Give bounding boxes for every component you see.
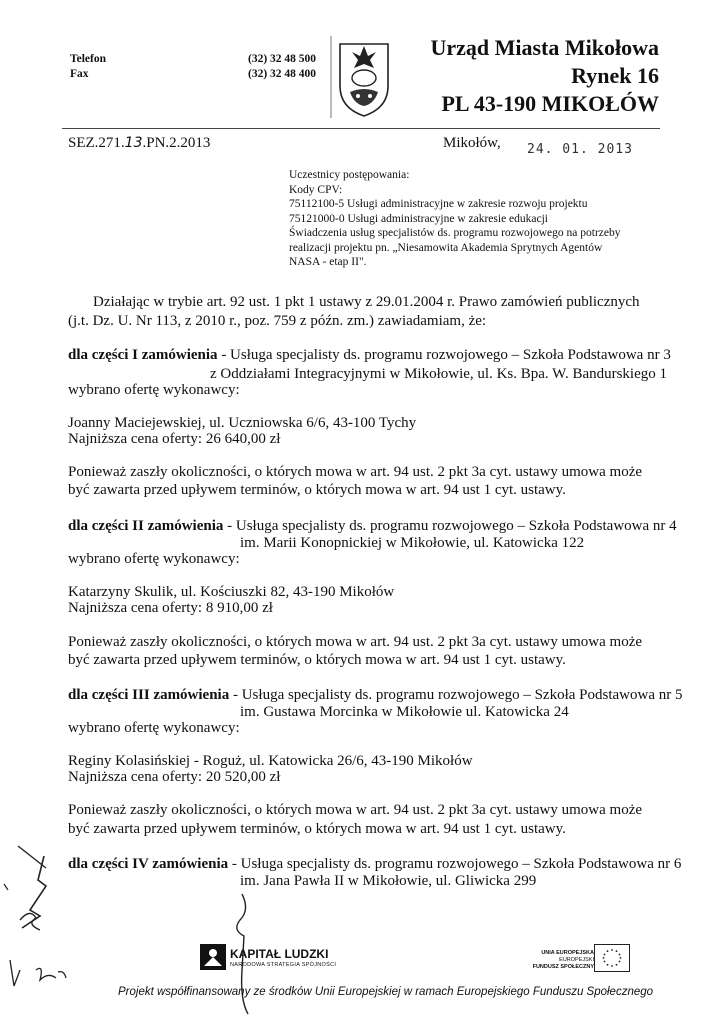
part-3-desc: im. Gustawa Morcinka w Mikołowie ul. Katowicka 24: [240, 704, 569, 720]
part-2-desc: im. Marii Konopnickiej w Mikołowie, ul. Katowicka 122: [240, 535, 585, 551]
part-3-contractor: Reginy Kolasińskiej - Roguż, ul. Katowicka 26/6, 43-190 Mikołów: [68, 753, 473, 769]
recipients-line: Kody CPV:: [289, 183, 343, 196]
part-4-heading: dla części IV zamówienia - Usługa specjalisty ds. programu rozwojowego – Szkoła Podstawowa nr 6: [68, 856, 682, 872]
footer-cofinancing-note: Projekt współfinansowany ze środków Unii Europejskiej w ramach Europejskiego Funduszu Społecznego: [118, 986, 654, 998]
part-1-heading: dla części I zamówienia - Usługa specjalisty ds. programu rozwojowego – Szkoła Podstawowa nr 3: [68, 347, 671, 363]
part-1-contractor: Joanny Maciejewskiej, ul. Uczniowska 6/6, 43-100 Tychy: [68, 415, 417, 431]
recipients-line: 75121000-0 Usługi administracyjne w zakresie edukacji: [289, 212, 548, 225]
part-1-price: Najniższa cena oferty: 26 640,00 zł: [68, 431, 281, 447]
date-stamp: 24. 01. 2013: [527, 142, 633, 157]
recipients-block: [289, 168, 621, 270]
part-3-heading: dla części III zamówienia - Usługa specjalisty ds. programu rozwojowego – Szkoła Podstawowa nr 5: [68, 687, 683, 703]
kapital-ludzki-logo-icon: [200, 944, 226, 970]
part-2-note-2: być zawarta przed upływem terminów, o których mowa w art. 94 ust 1 cyt. ustawy.: [68, 652, 566, 668]
recipients-line: realizacji projektu pn. „Niesamowita Akademia Sprytnych Agentów: [289, 241, 603, 254]
office-postal: PL 43-190 MIKOŁÓW: [441, 91, 659, 116]
part-2-chosen: wybrano ofertę wykonawcy:: [68, 551, 240, 567]
eu-flag-icon: [594, 944, 630, 972]
kapital-ludzki-label: KAPITAŁ LUDZKI: [230, 947, 329, 961]
header-divider: [62, 128, 660, 129]
part-3-price: Najniższa cena oferty: 20 520,00 zł: [68, 769, 281, 785]
recipients-line: Uczestnicy postępowania:: [289, 169, 410, 181]
part-3-chosen: wybrano ofertę wykonawcy:: [68, 720, 240, 736]
kapital-ludzki-sub: NARODOWA STRATEGIA SPÓJNOŚCI: [230, 962, 337, 968]
phone-number: (32) 32 48 500: [248, 53, 317, 65]
recipients-line: NASA - etap II".: [289, 256, 367, 268]
reference-number: SEZ.271.13.PN.2.2013: [68, 135, 211, 151]
signature-icon: [0, 820, 70, 1020]
part-2-note: Ponieważ zaszły okoliczności, o których mowa w art. 94 ust. 2 pkt 3a cyt. ustawy umowa może: [68, 634, 643, 650]
intro-line-2: (j.t. Dz. U. Nr 113, z 2010 r., poz. 759 z późn. zm.) zawiadamiam, że:: [68, 313, 487, 329]
coat-of-arms-icon: [326, 34, 400, 120]
part-2-heading: dla części II zamówienia - Usługa specjalisty ds. programu rozwojowego – Szkoła Podstawowa nr 4: [68, 518, 677, 534]
part-2-contractor: Katarzyny Skulik, ul. Kościuszki 82, 43-190 Mikołów: [68, 584, 395, 600]
eu-label: UNIA EUROPEJSKA EUROPEJSKI FUNDUSZ SPOŁECZNY: [532, 950, 594, 970]
office-street: Rynek 16: [571, 63, 659, 88]
part-1-note: Ponieważ zaszły okoliczności, o których mowa w art. 94 ust. 2 pkt 3a cyt. ustawy umowa może: [68, 464, 643, 480]
fax-number: (32) 32 48 400: [248, 68, 317, 80]
part-4-desc: im. Jana Pawła II w Mikołowie, ul. Gliwicka 299: [240, 873, 537, 889]
part-1-note-2: być zawarta przed upływem terminów, o których mowa w art. 94 ust 1 cyt. ustawy.: [68, 482, 566, 498]
part-2-price: Najniższa cena oferty: 8 910,00 zł: [68, 600, 273, 616]
recipients-line: Świadczenia usług specjalistów ds. programu rozwojowego na potrzeby: [289, 227, 621, 239]
intro-line-1: Działając w trybie art. 92 ust. 1 pkt 1 ustawy z 29.01.2004 r. Prawo zamówień publicznych: [93, 294, 640, 310]
part-3-note: Ponieważ zaszły okoliczności, o których mowa w art. 94 ust. 2 pkt 3a cyt. ustawy umowa może: [68, 802, 643, 818]
handwritten-number: 13: [124, 135, 143, 151]
part-1-desc: z Oddziałami Integracyjnymi w Mikołowie, ul. Ks. Bpa. W. Bandurskiego 1: [210, 366, 668, 382]
phone-label: Telefon: [70, 53, 106, 65]
office-name: Urząd Miasta Mikołowa: [430, 35, 659, 60]
place: Mikołów,: [443, 135, 501, 151]
fax-label: Fax: [70, 68, 89, 80]
part-1-chosen: wybrano ofertę wykonawcy:: [68, 382, 240, 398]
recipients-line: 75112100-5 Usługi administracyjne w zakresie rozwoju projektu: [289, 198, 588, 210]
part-3-note-2: być zawarta przed upływem terminów, o których mowa w art. 94 ust 1 cyt. ustawy.: [68, 821, 566, 837]
